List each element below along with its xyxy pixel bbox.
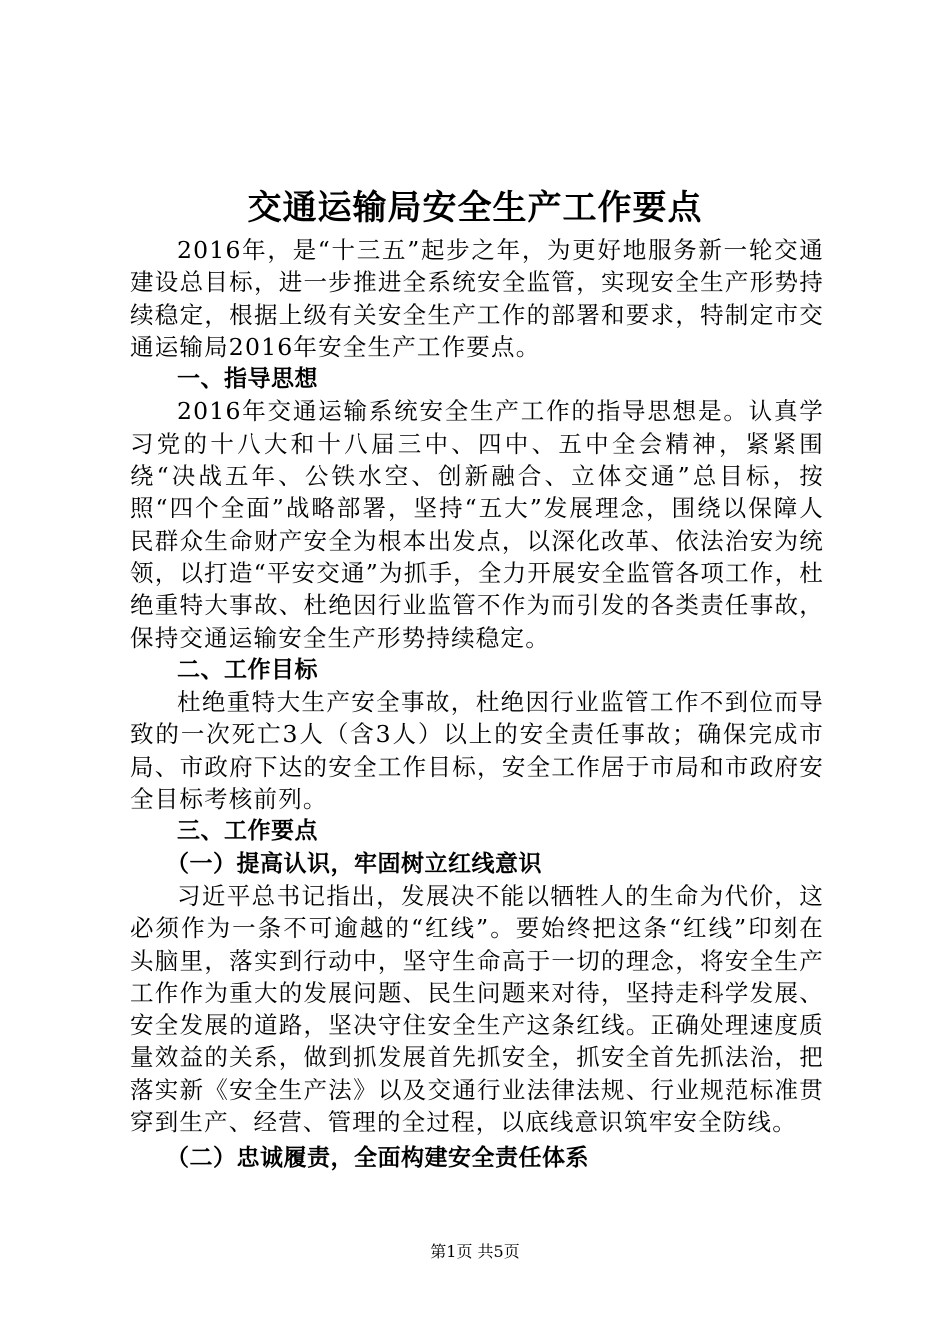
document-body [130, 234, 824, 1175]
section-paragraph-work-goals: 杜绝重特大生产安全事故，杜绝因行业监管工作不到位而导致的一次死亡3人（含3人）以上的安全责任事故；确保完成市局、市政府下达的安全工作目标，安全工作居于市局和市政府安全目标考核前列。 [130, 688, 824, 814]
subsection-heading-red-line: （一）提高认识，牢固树立红线意识 [166, 850, 542, 877]
subsection-paragraph-red-line: 习近平总书记指出，发展决不能以牺牲人的生命为代价，这必须作为一条不可逾越的“红线”。要始终把这条“红线”印刻在头脑里，落实到行动中，坚守生命高于一切的理念，将安全生产工作作为重大的发展问题、民生问题来对待，坚持走科学发展、安全发展的道路，坚决守住安全生产这条红线。正确处理速度质量效益的关系，做到抓发展首先抓安全，抓安全首先抓法治，把落实新《安全生产法》以及交通行业法律法规、行业规范标准贯穿到生产、经营、管理的全过程，以底线意识筑牢安全防线。 [130, 881, 824, 1137]
page-number: 第1页 共5页 [430, 1242, 520, 1261]
section-heading-guiding-ideology: 一、指导思想 [177, 366, 318, 393]
document-title: 交通运输局安全生产工作要点 [247, 188, 703, 228]
section-heading-work-points: 三、工作要点 [177, 818, 318, 845]
section-paragraph-guiding-ideology: 2016年交通运输系统安全生产工作的指导思想是。认真学习党的十八大和十八届三中、四中、五中全会精神，紧紧围绕“决战五年、公铁水空、创新融合、立体交通”总目标，按照“四个全面”战略部署，坚持“五大”发展理念，围绕以保障人民群众生命财产安全为根本出发点，以深化改革、依法治安为统领，以打造“平安交通”为抓手，全力开展安全监管各项工作，杜绝重特大事故、杜绝因行业监管不作为而引发的各类责任事故，保持交通运输安全生产形势持续稳定。 [130, 397, 824, 652]
subsection-heading-responsibility: （二）忠诚履责，全面构建安全责任体系 [166, 1145, 589, 1172]
section-heading-work-goals: 二、工作目标 [177, 656, 318, 683]
intro-paragraph: 2016年，是“十三五”起步之年，为更好地服务新一轮交通建设总目标，进一步推进全系统安全监管，实现安全生产形势持续稳定，根据上级有关安全生产工作的部署和要求，特制定市交通运输局2016年安全生产工作要点。 [130, 236, 824, 361]
